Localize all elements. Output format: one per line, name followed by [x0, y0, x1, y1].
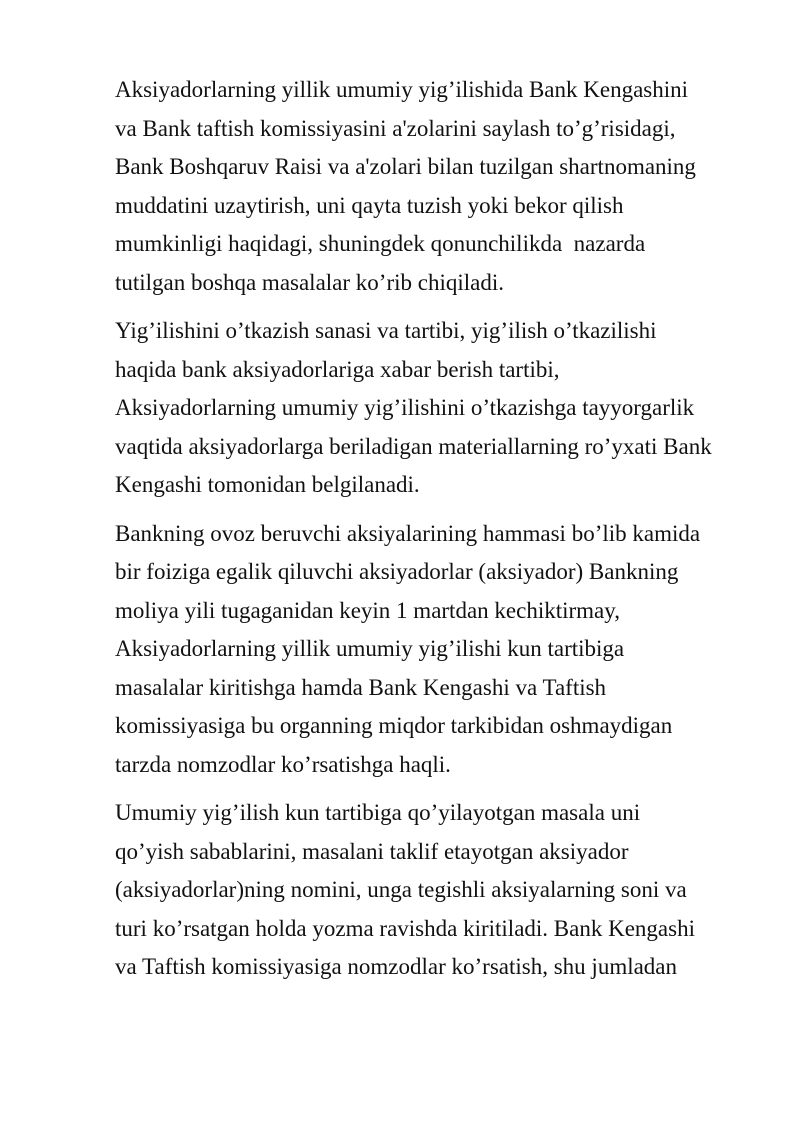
text-line: Aksiyadorlarning yillik umumiy yig’ilishida Bank Kengashini	[115, 77, 689, 102]
text-line: Umumiy yig’ilish kun tartibiga qo’yilayotgan masala uni	[115, 800, 641, 825]
text-line: vaqtida aksiyadorlarga beriladigan materiallarning ro’yxati Bank	[115, 433, 712, 459]
text-line: Bank Boshqaruv Raisi va a'zolari bilan tuzilgan shartnomaning	[115, 154, 696, 179]
text-line: Aksiyadorlarning yillik umumiy yig’ilishi kun tartibiga	[115, 636, 625, 661]
text-line: tutilgan boshqa masalalar ko’rib chiqiladi.	[115, 269, 504, 295]
text-line: haqida bank aksiyadorlariga xabar berish tartibi,	[115, 356, 560, 382]
text-line: tarzda nomzodlar ko’rsatishga haqli.	[115, 751, 451, 777]
text-line: muddatini uzaytirish, uni qayta tuzish yoki bekor qilish	[115, 192, 624, 218]
text-line: Yig’ilishini o’tkazish sanasi va tartibi, yig’ilish o’tkazilishi	[115, 318, 657, 343]
document-body	[115, 71, 755, 997]
text-line: Bankning ovoz beruvchi aksiyalarining hammasi bo’lib kamida	[115, 520, 701, 546]
text-line: mumkinligi haqidagi, shuningdek qonunchilikda nazarda	[115, 231, 646, 256]
text-line: komissiyasiga bu organning miqdor tarkibidan oshmaydigan	[115, 713, 673, 738]
text-line: va Bank taftish komissiyasini a'zolarini saylash to’g’risidagi,	[115, 115, 676, 141]
paragraph-4	[115, 794, 755, 987]
paragraph-1	[115, 71, 755, 302]
text-line: moliya yili tugaganidan keyin 1 martdan kechiktirmay,	[115, 597, 621, 623]
paragraph-3	[115, 515, 755, 785]
text-line: qo’yish sabablarini, masalani taklif etayotgan aksiyador	[115, 838, 629, 864]
text-line: (aksiyadorlar)ning nomini, unga tegishli aksiyalarning soni va	[115, 877, 687, 902]
paragraph-2	[115, 312, 755, 505]
text-line: turi ko’rsatgan holda yozma ravishda kiritiladi. Bank Kengashi	[115, 915, 695, 941]
text-line: masalalar kiritishga hamda Bank Kengashi va Taftish	[115, 674, 607, 700]
text-line: Kengashi tomonidan belgilanadi.	[115, 472, 420, 497]
text-line: va Taftish komissiyasiga nomzodlar ko’rsatish, shu jumladan	[115, 954, 678, 979]
text-line: Aksiyadorlarning umumiy yig’ilishini o’tkazishga tayyorgarlik	[115, 395, 695, 420]
text-line: bir foiziga egalik qiluvchi aksiyadorlar (aksiyador) Bankning	[115, 559, 679, 584]
